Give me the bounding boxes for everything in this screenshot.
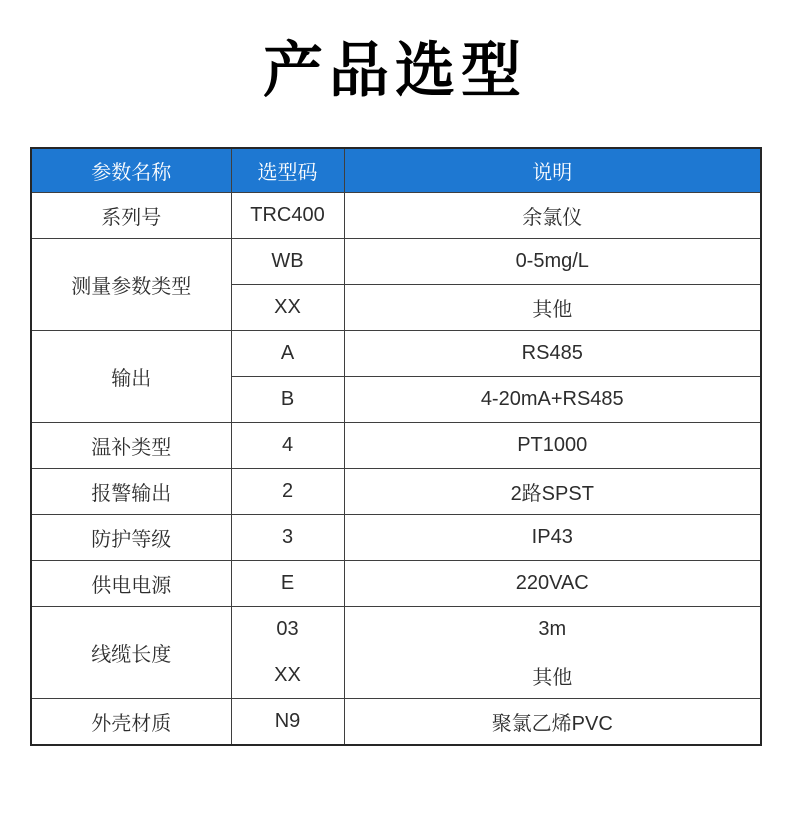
column-header-description: 说明	[344, 148, 761, 193]
param-name-cell: 输出	[31, 331, 231, 423]
desc-cell: 4-20mA+RS485	[344, 377, 761, 423]
table-header-row	[31, 148, 761, 193]
code-cell	[231, 607, 344, 699]
table-row	[31, 607, 761, 699]
param-name-cell: 系列号	[31, 193, 231, 239]
table-row	[31, 515, 761, 561]
param-name-cell: 防护等级	[31, 515, 231, 561]
desc-cell: RS485	[344, 331, 761, 377]
column-header-param-name: 参数名称	[31, 148, 231, 193]
code-value: 03	[276, 618, 299, 641]
param-name-cell: 温补类型	[31, 423, 231, 469]
stacked-values	[345, 607, 761, 698]
desc-cell: 其他	[344, 285, 761, 331]
table-row	[31, 331, 761, 377]
param-name-cell: 供电电源	[31, 561, 231, 607]
code-cell: TRC400	[231, 193, 344, 239]
desc-cell: 余氯仪	[344, 193, 761, 239]
code-cell: WB	[231, 239, 344, 285]
code-cell: 3	[231, 515, 344, 561]
code-cell: E	[231, 561, 344, 607]
table-row	[31, 469, 761, 515]
product-selection-table	[30, 147, 762, 746]
column-header-code: 选型码	[231, 148, 344, 193]
page-title: 产品选型	[263, 37, 527, 104]
desc-cell: 220VAC	[344, 561, 761, 607]
table-row	[31, 561, 761, 607]
code-cell: 4	[231, 423, 344, 469]
table-body	[31, 193, 761, 746]
desc-cell: 2路SPST	[344, 469, 761, 515]
desc-value: 其他	[532, 666, 573, 689]
stacked-values	[232, 607, 344, 698]
desc-value: 3m	[538, 618, 567, 641]
code-value: XX	[274, 663, 301, 686]
code-cell: 2	[231, 469, 344, 515]
desc-cell: 0-5mg/L	[344, 239, 761, 285]
param-name-cell: 测量参数类型	[31, 239, 231, 331]
desc-cell: IP43	[344, 515, 761, 561]
desc-cell: PT1000	[344, 423, 761, 469]
table-row	[31, 193, 761, 239]
code-cell: A	[231, 331, 344, 377]
table-row	[31, 239, 761, 285]
table-header	[31, 148, 761, 193]
table-row	[31, 423, 761, 469]
param-name-cell: 线缆长度	[31, 607, 231, 699]
desc-cell: 聚氯乙烯PVC	[344, 699, 761, 746]
param-name-cell: 报警输出	[31, 469, 231, 515]
code-cell: N9	[231, 699, 344, 746]
desc-cell	[344, 607, 761, 699]
code-cell: XX	[231, 285, 344, 331]
table-row	[31, 699, 761, 746]
param-name-cell: 外壳材质	[31, 699, 231, 746]
code-cell: B	[231, 377, 344, 423]
